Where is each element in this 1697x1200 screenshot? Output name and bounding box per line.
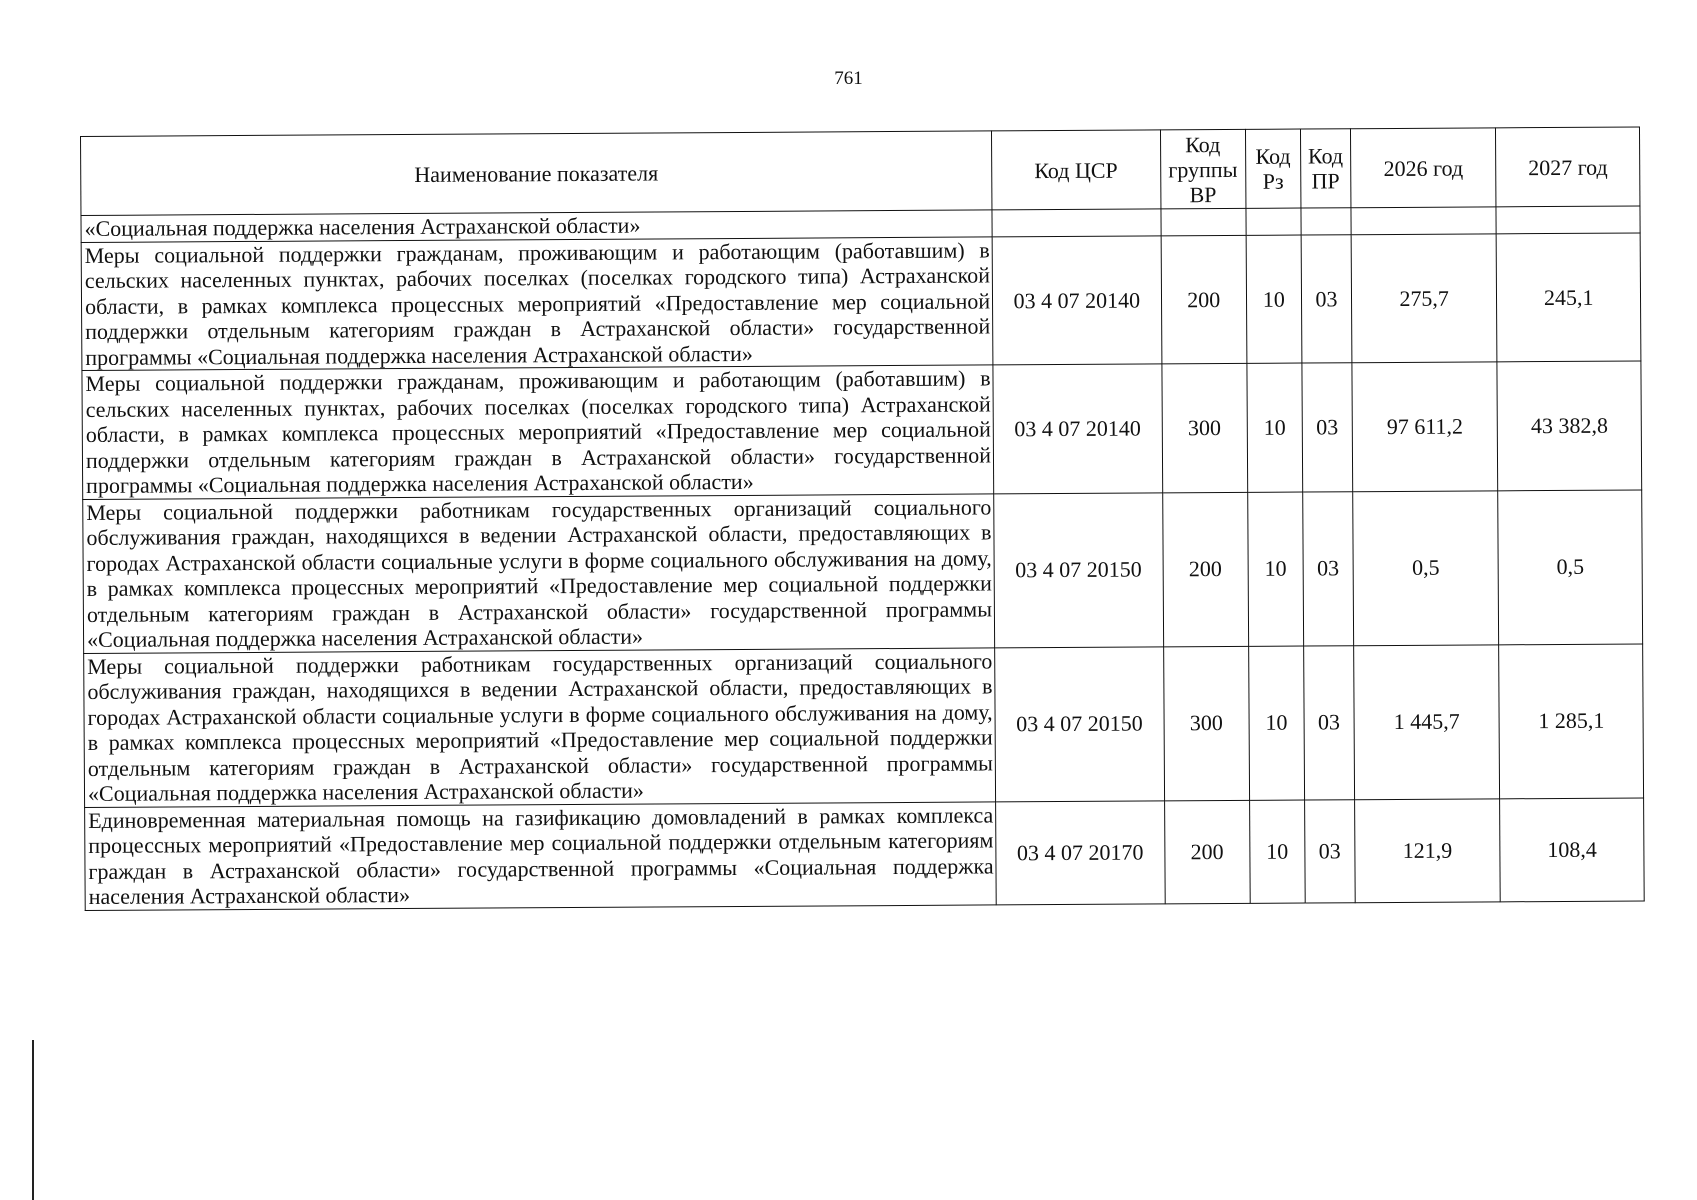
row-pr: 03 <box>1301 234 1352 363</box>
table-header-row <box>81 127 1640 216</box>
row-vr: 200 <box>1161 235 1247 364</box>
header-vr: Код группы ВР <box>1160 129 1246 209</box>
row-2026: 275,7 <box>1351 233 1497 362</box>
row-csr <box>992 209 1161 237</box>
table-row <box>82 361 1642 499</box>
row-csr: 03 4 07 20140 <box>993 364 1162 494</box>
row-pr: 03 <box>1303 491 1354 645</box>
row-2026: 97 611,2 <box>1352 362 1498 491</box>
row-rz: 10 <box>1248 646 1304 800</box>
header-2027: 2027 год <box>1496 127 1640 207</box>
row-pr: 03 <box>1302 363 1353 492</box>
row-pr: 03 <box>1304 799 1355 902</box>
header-name: Наименование показателя <box>81 131 993 216</box>
scan-edge-line <box>32 1040 34 1200</box>
row-rz: 10 <box>1248 492 1304 646</box>
header-rz: Код Рз <box>1245 129 1301 208</box>
table-row <box>84 643 1644 807</box>
row-2027: 1 285,1 <box>1499 643 1644 798</box>
row-2026 <box>1351 207 1497 234</box>
row-vr: 300 <box>1161 363 1247 492</box>
row-csr: 03 4 07 20150 <box>994 492 1163 647</box>
row-name: «Социальная поддержка населения Астраханской области» <box>81 210 992 242</box>
budget-table <box>80 126 1645 910</box>
row-2027 <box>1496 206 1640 233</box>
table-row <box>81 232 1641 370</box>
row-2027: 43 382,8 <box>1497 361 1641 490</box>
header-2026: 2026 год <box>1350 128 1496 208</box>
header-csr: Код ЦСР <box>992 130 1161 210</box>
row-name: Меры социальной поддержки работникам государственных организаций социального обслуживания граждан, находящихся в ведении Астраханской области, предоставляющих в городах Астраханской области социальные услуги в форме социального обслуживания на дому, в рамках комплекса процессных мероприятий «Предоставление мер социальной поддержки отдельным категориям граждан в Астраханской области» государственной программы «Социальная поддержка населения Астраханской области» <box>83 493 995 653</box>
row-pr: 03 <box>1304 645 1355 799</box>
row-rz: 10 <box>1247 363 1303 492</box>
row-csr: 03 4 07 20170 <box>996 800 1165 904</box>
row-pr <box>1301 208 1351 235</box>
row-2026: 0,5 <box>1353 490 1500 645</box>
table-row <box>85 797 1645 910</box>
header-pr: Код ПР <box>1300 129 1350 208</box>
row-2027: 245,1 <box>1497 232 1641 361</box>
row-name: Единовременная материальная помощь на газификацию домовладений в рамках комплекса процессных мероприятий «Предоставление мер социальной поддержки отдельным категориям граждан в Астраханской области» государственной программы «Социальная поддержка населения Астраханской области» <box>85 801 997 910</box>
row-name: Меры социальной поддержки гражданам, проживающим и работающим (работавшим) в сельских населенных пунктах, рабочих поселках (поселках городского типа) Астраханской области, в рамках комплекса процессных мероприятий «Предоставление мер социальной поддержки отдельным категориям граждан в Астраханской области» государственной программы «Социальная поддержка населения Астраханской области» <box>82 365 994 499</box>
row-vr <box>1160 208 1245 235</box>
row-rz <box>1246 208 1301 235</box>
row-vr: 300 <box>1163 646 1249 801</box>
row-vr: 200 <box>1162 492 1248 647</box>
row-rz: 10 <box>1249 800 1305 903</box>
row-csr: 03 4 07 20150 <box>995 646 1164 801</box>
row-name: Меры социальной поддержки гражданам, проживающим и работающим (работавшим) в сельских населенных пунктах, рабочих поселках (поселках городского типа) Астраханской области, в рамках комплекса процессных мероприятий «Предоставление мер социальной поддержки отдельным категориям граждан в Астраханской области» государственной программы «Социальная поддержка населения Астраханской области» <box>81 236 993 370</box>
row-2026: 1 445,7 <box>1353 644 1500 799</box>
row-csr: 03 4 07 20140 <box>992 235 1161 365</box>
row-name: Меры социальной поддержки работникам государственных организаций социального обслуживания граждан, находящихся в ведении Астраханской области, предоставляющих в городах Астраханской области социальные услуги в форме социального обслуживания на дому, в рамках комплекса процессных мероприятий «Предоставление мер социальной поддержки отдельным категориям граждан в Астраханской области» государственной программы «Социальная поддержка населения Астраханской области» <box>84 647 996 807</box>
row-2027: 0,5 <box>1498 489 1643 644</box>
row-vr: 200 <box>1164 800 1250 904</box>
table-row <box>83 489 1643 653</box>
page-number: 761 <box>834 68 863 89</box>
row-2026: 121,9 <box>1354 798 1500 902</box>
row-rz: 10 <box>1246 235 1302 364</box>
row-2027: 108,4 <box>1500 797 1644 901</box>
